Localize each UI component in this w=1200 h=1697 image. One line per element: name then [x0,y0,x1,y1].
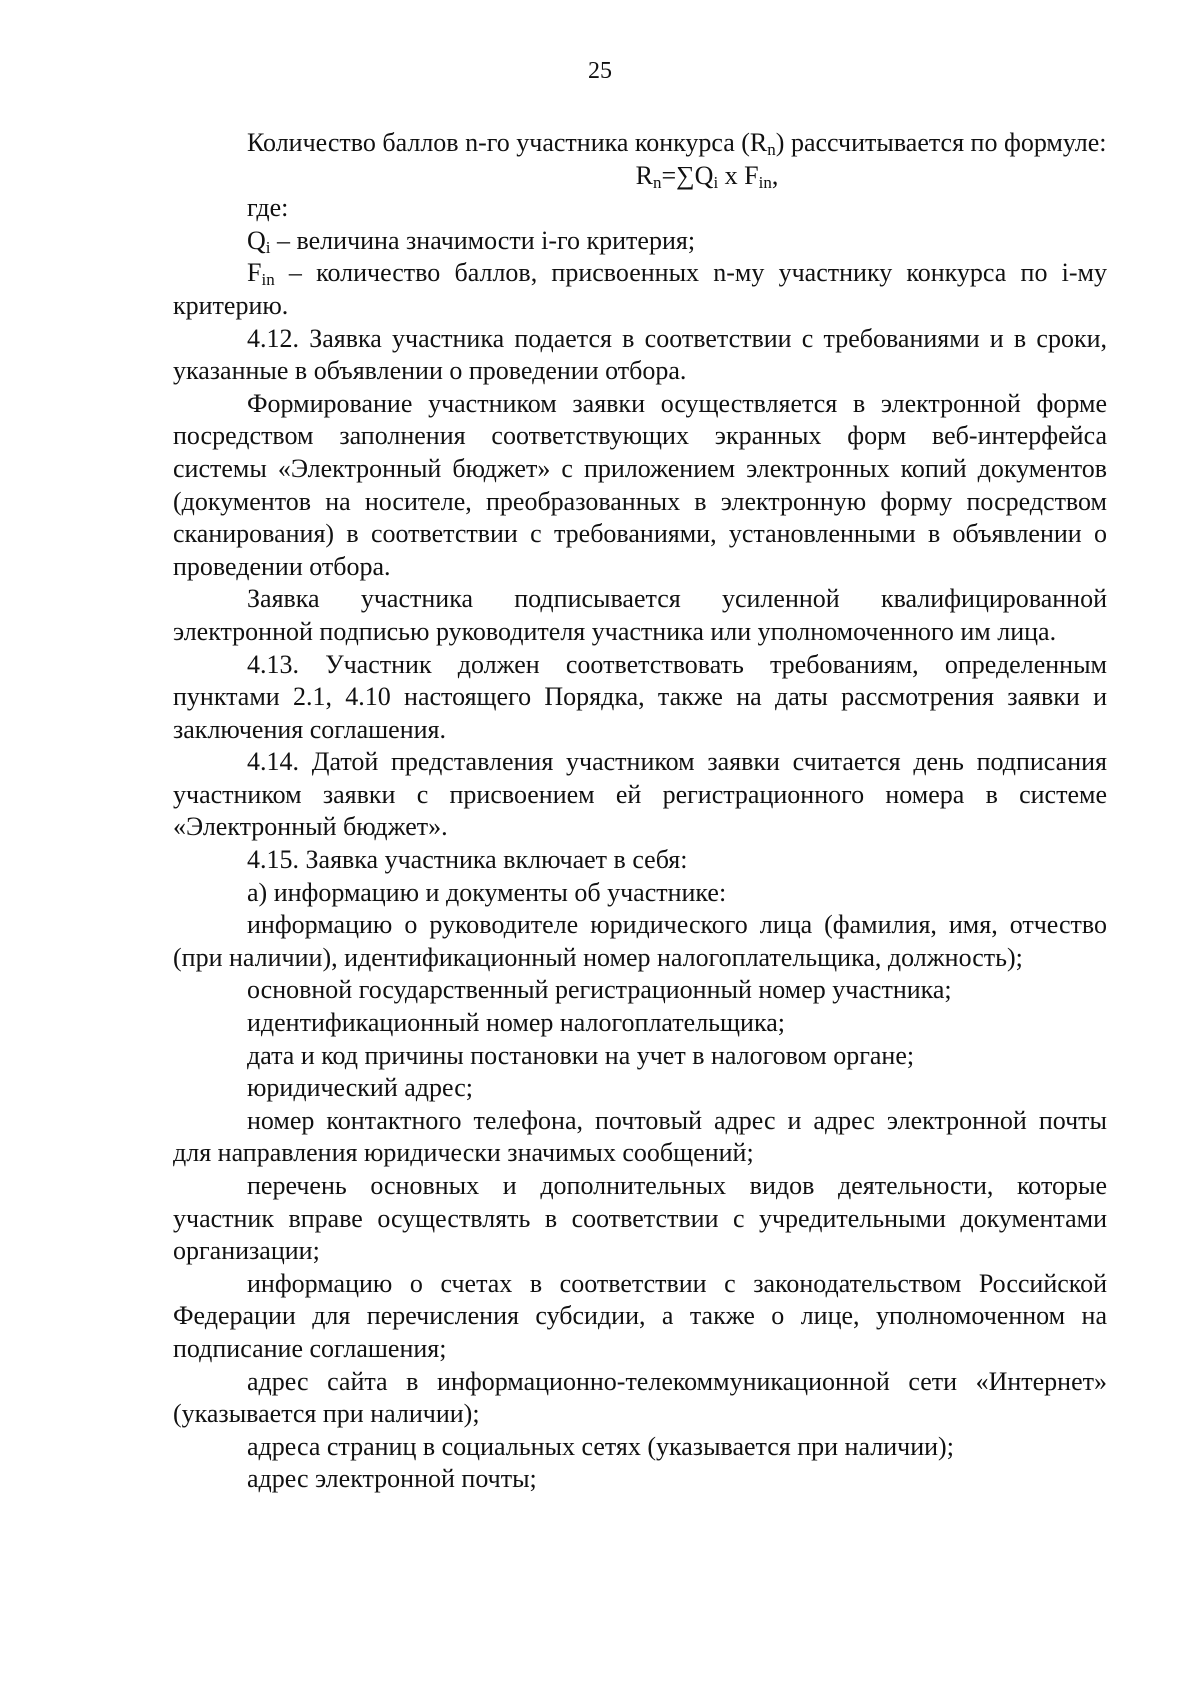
list-item-contacts: номер контактного телефона, почтовый адрес и адрес электронной почты для направления юридически значимых сообщений; [173,1105,1107,1168]
formula-r-sub: n [652,172,662,192]
page-number: 25 [588,58,612,84]
list-item-ogrn: основной государственный регистрационный номер участника; [247,975,952,1005]
paragraph-4-15: 4.15. Заявка участника включает в себя: [247,845,688,875]
intro-paragraph [173,127,1107,160]
list-item-social: адреса страниц в социальных сетях (указывается при наличии); [247,1431,954,1461]
list-item-legal-address: юридический адрес; [247,1073,473,1103]
paragraph-4-14: 4.14. Датой представления участником заявки считается день подписания участником заявки с присвоением ей регистрационного номера в системе «Электронный бюджет». [173,747,1107,842]
paragraph-signature: Заявка участника подписывается усиленной квалифицированной электронной подписью руководителя участника или уполномоченного им лица. [173,584,1107,646]
formula-end: , [771,160,779,190]
formula-x: x F [718,160,759,190]
list-item-activities: перечень основных и дополнительных видов деятельности, которые участник вправе осуществлять в соответствии с учредительными документами организации; [173,1171,1107,1266]
formula-q-sub: i [713,172,719,192]
formula-mid: =∑Q [661,160,714,190]
list-item-a: а) информацию и документы об участнике: [247,877,727,907]
list-item-website: адрес сайта в информационно-телекоммуникационной сети «Интернет» (указывается при наличии); [173,1366,1107,1429]
list-item-accounts: информацию о счетах в соответствии с законодательством Российской Федерации для перечисления субсидии, а также о лице, уполномоченном на подписание соглашения; [173,1268,1107,1363]
list-item-head-info: информацию о руководителе юридического лица (фамилия, имя, отчество (при наличии), идентификационный номер налогоплательщика, должность); [173,910,1107,972]
score-formula [173,160,1107,193]
paragraph-4-12: 4.12. Заявка участника подается в соответствии с требованиями и в сроки, указанные в объявлении о проведении отбора. [173,323,1107,386]
definition-q [173,225,1107,258]
where-label: где: [247,193,289,223]
list-item-kpp: дата и код причины постановки на учет в налоговом органе; [247,1040,915,1070]
paragraph-electronic-form: Формирование участником заявки осуществляется в электронной форме посредством заполнения соответствующих экранных форм веб-интерфейса системы «Электронный бюджет» с приложением электронных копий документов (документов на носителе, преобразованных в электронную форму посредством сканирования) в соответствии с требованиями, установленными в объявлении о проведении отбора. [173,388,1107,581]
list-item-email: адрес электронной почты; [247,1464,537,1494]
definition-f [173,257,1107,322]
def-q-sub: i [265,237,271,257]
def-f-text: – количество баллов, присвоенных n-му участнику конкурса по i-му критерию. [173,258,1107,320]
intro-subscript: n [767,140,776,159]
formula-r: R [635,160,653,190]
def-f-sub: in [261,270,275,290]
list-item-inn: идентификационный номер налогоплательщика; [247,1008,785,1038]
def-q-text: – величина значимости i-го критерия; [270,225,696,255]
intro-text-b: ) рассчитывается по формуле: [775,128,1107,157]
paragraph-4-13: 4.13. Участник должен соответствовать требованиям, определенным пунктами 2.1, 4.10 настоящего Порядка, также на даты рассмотрения заявки и заключения соглашения. [173,649,1107,744]
intro-text-a: Количество баллов n-го участника конкурса (R [247,128,768,157]
formula-f-sub: in [758,172,772,192]
document-body [173,127,1107,1496]
def-q-symbol: Q [247,225,266,255]
def-f-symbol: F [247,258,262,288]
